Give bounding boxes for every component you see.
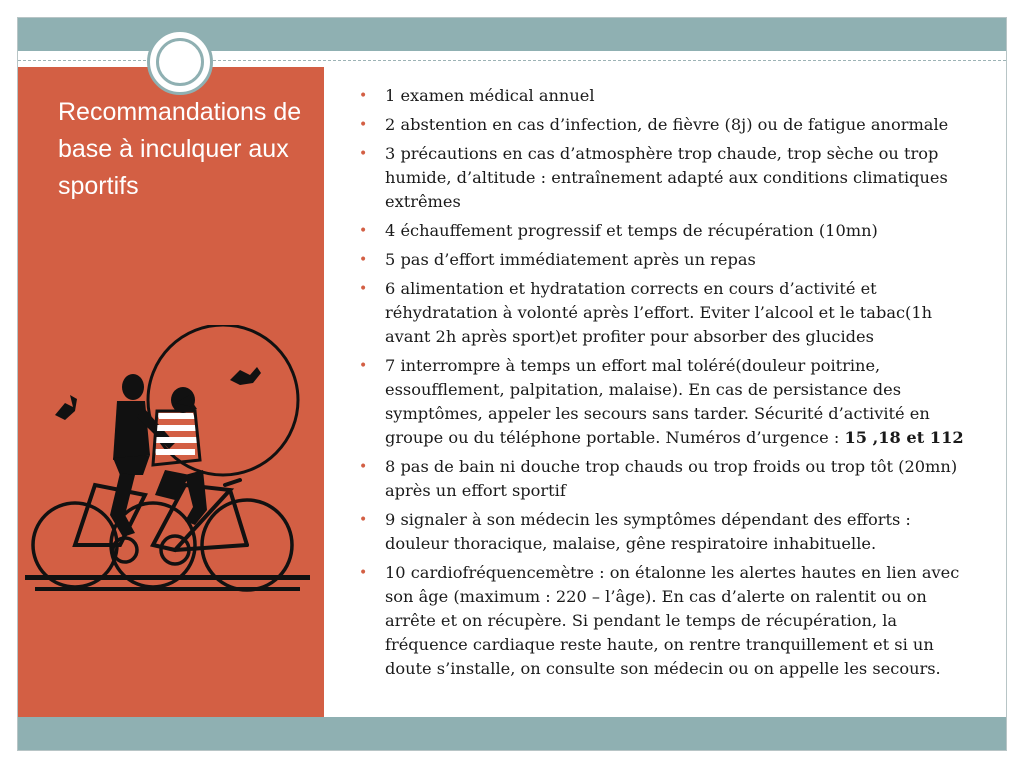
bullet-icon: •	[359, 117, 368, 133]
list-item	[356, 561, 976, 681]
list-item	[356, 113, 976, 137]
list-item	[356, 248, 976, 272]
bullet-icon: •	[359, 146, 368, 162]
list-item-text: 3 précautions en cas d’atmosphère trop chaude, trop sèche ou trop humide, d’altitude : entraînement adapté aux conditions climatiques extrêmes	[385, 144, 948, 211]
list-item	[356, 354, 976, 450]
list-item	[356, 455, 976, 503]
list-item-text: 7 interrompre à temps un effort mal toléré(douleur poitrine, essoufflement, palpitation, malaise). En cas de persistance des symptômes, appeler les secours sans tarder. Sécurité d’activité en groupe ou du téléphone portable. Numéros d’urgence :	[385, 356, 930, 447]
cyclists-silhouette-icon	[25, 325, 310, 595]
emergency-numbers: 15 ,18 et 112	[844, 428, 964, 447]
list-item-text: 8 pas de bain ni douche trop chauds ou trop froids ou trop tôt (20mn) après un effort sportif	[385, 457, 958, 500]
bullet-icon: •	[359, 512, 368, 528]
recommendation-list	[356, 84, 976, 686]
list-item-text: 9 signaler à son médecin les symptômes dépendant des efforts : douleur thoracique, malaise, gêne respiratoire inhabituelle.	[385, 510, 911, 553]
ring-ornament-icon	[147, 29, 213, 95]
bullet-icon: •	[359, 565, 368, 581]
list-item-text: 10 cardiofréquencemètre : on étalonne les alertes hautes en lien avec son âge (maximum : 220 – l’âge). En cas d’alerte on ralentit ou on arrête et on récupère. Si pendant le temps de récupération, la fréquence cardiaque reste haute, on rentre tranquillement et si un doute s’installe, on consulte son médecin ou on appelle les secours.	[385, 563, 960, 678]
list-item	[356, 219, 976, 243]
bullet-icon: •	[359, 252, 368, 268]
bullet-icon: •	[359, 223, 368, 239]
bullet-icon: •	[359, 281, 368, 297]
list-item-text: 5 pas d’effort immédiatement après un repas	[385, 250, 756, 269]
ring-inner-icon	[156, 38, 204, 86]
bullet-icon: •	[359, 459, 368, 475]
list-item-text: 6 alimentation et hydratation corrects en cours d’activité et réhydratation à volonté après l’effort. Eviter l’alcool et le tabac(1h avant 2h après sport)et profiter pour absorber des glucides	[385, 279, 933, 346]
list-item-text: 1 examen médical annuel	[385, 86, 595, 105]
bullet-icon: •	[359, 358, 368, 374]
bullet-icon: •	[359, 88, 368, 104]
list-item	[356, 277, 976, 349]
list-item-text: 2 abstention en cas d’infection, de fièvre (8j) ou de fatigue anormale	[385, 115, 949, 134]
list-item-text: 4 échauffement progressif et temps de récupération (10mn)	[385, 221, 878, 240]
list-item	[356, 84, 976, 108]
list-item	[356, 508, 976, 556]
bottom-band	[18, 717, 1006, 750]
slide-title: Recommandations de base à inculquer aux sportifs	[58, 98, 302, 200]
list-item	[356, 142, 976, 214]
